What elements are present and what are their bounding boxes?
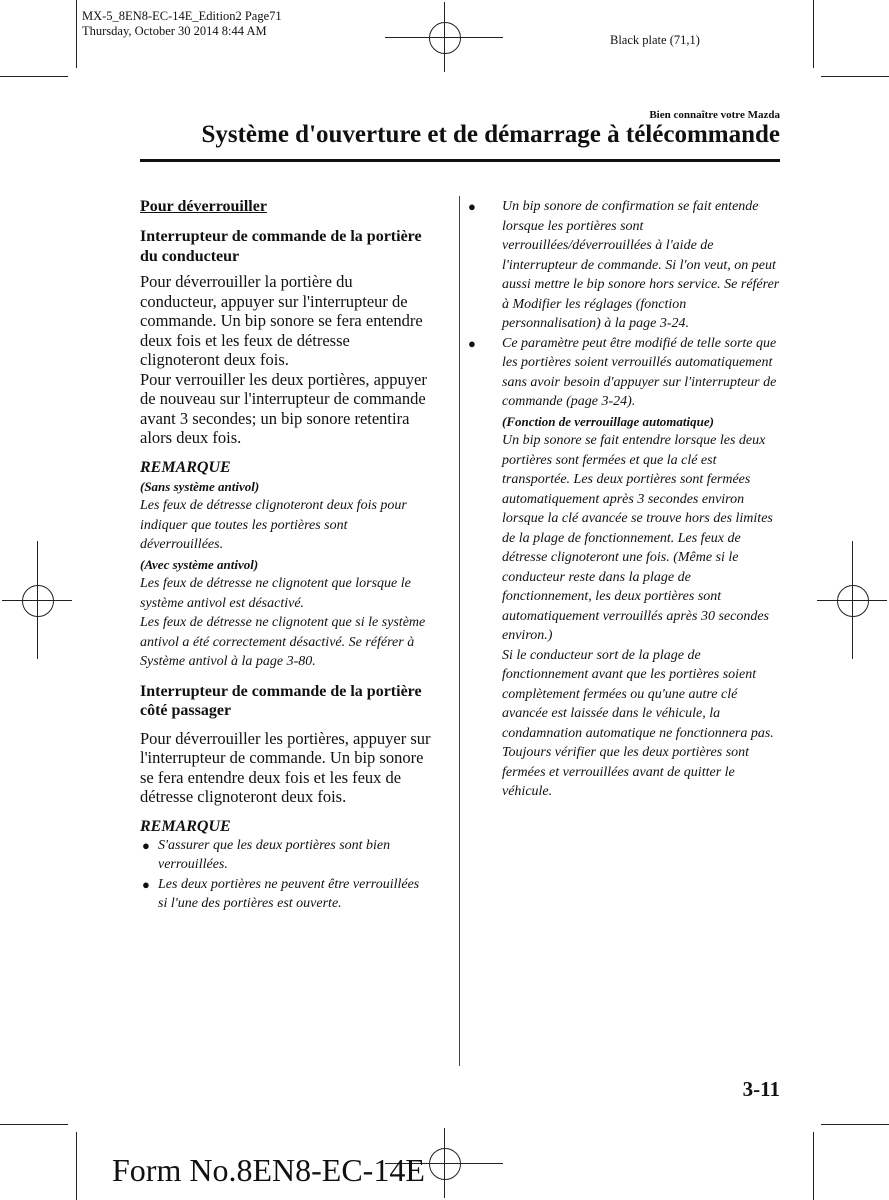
driver-unlock-paragraph: Pour déverrouiller la portière du conducteur, appuyer sur l'interrupteur de commande. Un bip sonore se fera entendre deux fois et les feux de détresse clignoteront deux fois. [140,272,423,369]
bullet-icon: ● [142,876,150,892]
auto-lock-warning: Si le conducteur sort de la plage de fonctionnement avant que les portières soient complètement fermées ou qu'une autre clé avancée est laissée dans le véhicule, la condamnation automatique ne fonctionnera pas. Toujours vérifier que les deux portières sont fermées et verrouillées avant de quitter le véhicule. [502,647,774,799]
print-metadata [82,9,282,39]
driver-switch-heading: Interrupteur de commande de la portière du conducteur [140,228,422,265]
note-subheading: (Sans système antivol) [140,478,260,494]
print-file-line: MX-5_8EN8-EC-14E_Edition2 Page71 [82,9,282,23]
note-title: REMARQUE [140,458,231,476]
registration-mark [837,585,869,617]
crop-mark [813,1132,814,1200]
auto-lock-text: Un bip sonore se fait entendre lorsque les deux portières sont fermées et que la clé est transportée. Les deux portières sont fermées automatiquement après 3 secondes environ lorsque la clé avancée se trouve hors des limites de la plage de fonctionnement. Les feux de détresse clignoteront une fois. (Même si le conducteur reste dans la plage de fonctionnement, les deux portières sont automatiquement verrouillés après 30 secondes environ.) [502,433,773,643]
print-date-line: Thursday, October 30 2014 8:44 AM [82,24,267,38]
registration-mark [429,22,461,54]
unlock-heading: Pour déverrouiller [140,198,267,215]
crop-mark [0,76,68,77]
title-rule [140,159,780,162]
list-item [468,334,780,802]
list-item-text: Ce paramètre peut être modifié de telle sorte que les portières soient verrouillés automatiquement sans avoir besoin d'appuyer sur l'interrupteur de commande (page 3-24). [502,335,777,409]
list-item [468,197,780,334]
note-title: REMARQUE [140,817,231,835]
list-item-text: Les deux portières ne peuvent être verrouillées si l'une des portières est ouverte. [158,876,420,911]
crop-mark [76,0,77,68]
crop-mark [821,76,889,77]
right-bullet-list [468,197,780,802]
note-text: Les feux de détresse ne clignotent que si le système antivol a été correctement désactivé. Se référer à Système antivol à la page 3-80. [140,615,426,669]
crop-mark [821,1124,889,1125]
crop-mark [76,1132,77,1200]
section-label: Bien connaître votre Mazda [649,109,780,121]
bullet-icon: ● [468,335,476,351]
bullet-icon: ● [142,837,150,853]
note-subheading: (Avec système antivol) [140,556,259,572]
registration-mark [22,585,54,617]
driver-lock-paragraph: Pour verrouiller les deux portières, appuyer de nouveau sur l'interrupteur de commande avant 3 secondes; un bip sonore retentira alors deux fois. [140,369,427,447]
page-title: Système d'ouverture et de démarrage à télécommande [201,121,780,148]
plate-label: Black plate (71,1) [610,33,700,47]
auto-lock-subheading: (Fonction de verrouillage automatique) [502,413,714,429]
list-item [140,875,432,914]
list-item-text: S'assurer que les deux portières sont bien verrouillées. [158,837,391,872]
note-text: Les feux de détresse clignoteront deux fois pour indiquer que toutes les portières sont déverrouillées. [140,498,407,552]
list-item-text: Un bip sonore de confirmation se fait entende lorsque les portières sont verrouillées/déverrouillées à l'aide de l'interrupteur de commande. Si l'on veut, on peut aussi mettre le bip sonore hors service. Se référer à Modifier les réglages (fonction personnalisation) à la page 3-24. [502,199,780,331]
list-item [140,836,432,875]
bullet-icon: ● [468,199,476,214]
note-bullet-list [140,836,432,914]
crop-mark [813,0,814,68]
form-number: Form No.8EN8-EC-14E [112,1152,425,1188]
left-column [140,197,432,914]
registration-mark [429,1148,461,1180]
passenger-unlock-paragraph: Pour déverrouiller les portières, appuyer sur l'interrupteur de commande. Un bip sonore se fera entendre deux fois et les feux de détresse clignoteront deux fois. [140,728,431,806]
crop-mark [0,1124,68,1125]
right-column [468,197,780,802]
passenger-switch-heading: Interrupteur de commande de la portière côté passager [140,682,422,719]
page-number: 3-11 [742,1077,780,1101]
note-text: Les feux de détresse ne clignotent que lorsque le système antivol est désactivé. [140,576,411,611]
column-divider [459,196,460,1066]
